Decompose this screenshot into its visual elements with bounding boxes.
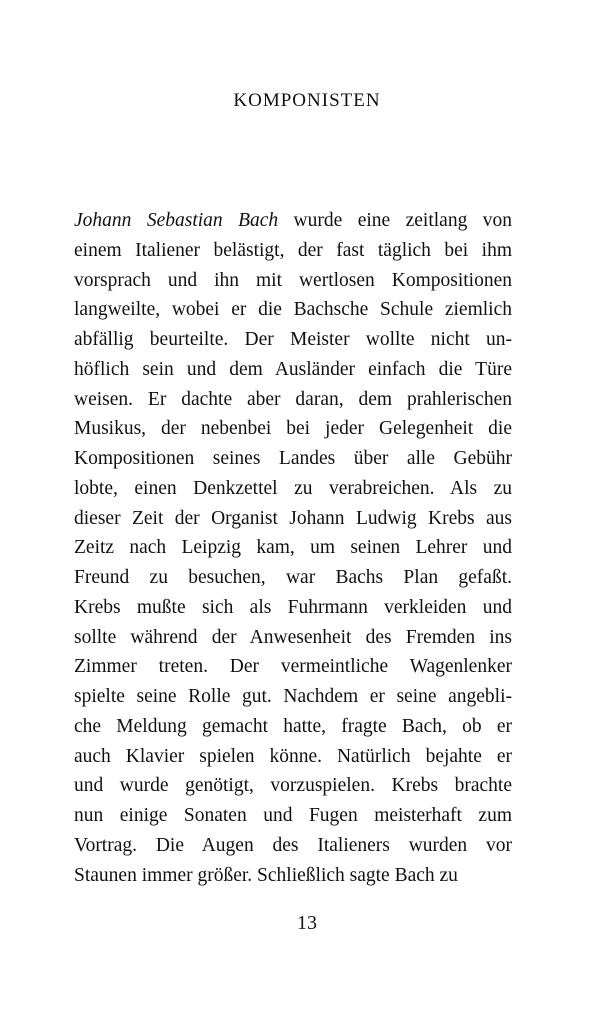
- italic-name: Johann Sebastian Bach: [74, 210, 279, 231]
- body-text: [74, 206, 512, 890]
- text-line: lobte, einen Denkzettel zu verabreichen. Als zu: [74, 477, 512, 499]
- text-line: und wurde genötigt, vorzuspielen. Krebs brachte: [74, 775, 512, 797]
- text-line: Kompositionen seines Landes über alle Gebühr: [74, 448, 512, 469]
- chapter-heading: KOMPONISTEN: [233, 90, 381, 111]
- text-line: sollte während der Anwesenheit des Fremden ins: [74, 626, 512, 648]
- text-line: einem Italiener belästigt, der fast täglich bei ihm: [74, 239, 512, 261]
- page-number: 13: [297, 912, 317, 934]
- text-line: Zeitz nach Leipzig kam, um seinen Lehrer und: [74, 537, 512, 559]
- text-line: höflich sein und dem Ausländer einfach die Türe: [74, 358, 512, 380]
- text-line: dieser Zeit der Organist Johann Ludwig Krebs aus: [74, 507, 512, 529]
- text-line: langweilte, wobei er die Bachsche Schule ziemlich: [74, 299, 512, 321]
- text-line: Musikus, der nebenbei bei jeder Gelegenheit die: [74, 418, 512, 440]
- text-line: che Meldung gemacht hatte, fragte Bach, ob er: [74, 715, 512, 737]
- text-line: Vortrag. Die Augen des Italieners wurden vor: [74, 834, 512, 856]
- text-line: nun einige Sonaten und Fugen meisterhaft zum: [74, 805, 512, 826]
- text-line: vorsprach und ihn mit wertlosen Kompositionen: [74, 269, 512, 291]
- text-line: auch Klavier spielen könne. Natürlich bejahte er: [74, 745, 512, 767]
- line-text: wurde eine zeitlang von: [278, 210, 512, 231]
- text-line: Krebs mußte sich als Fuhrmann verkleiden und: [74, 596, 512, 618]
- text-line: weisen. Er dachte aber daran, dem prahlerischen: [74, 388, 512, 410]
- text-line: abfällig beurteilte. Der Meister wollte nicht un-: [74, 329, 512, 350]
- text-line: [74, 206, 512, 236]
- text-line: Staunen immer größer. Schließlich sagte Bach zu: [74, 864, 458, 886]
- text-line: Freund zu besuchen, war Bachs Plan gefaßt.: [74, 567, 512, 588]
- text-line: Zimmer treten. Der vermeintliche Wagenlenker: [74, 656, 512, 678]
- text-line: spielte seine Rolle gut. Nachdem er seine angebli-: [74, 686, 512, 707]
